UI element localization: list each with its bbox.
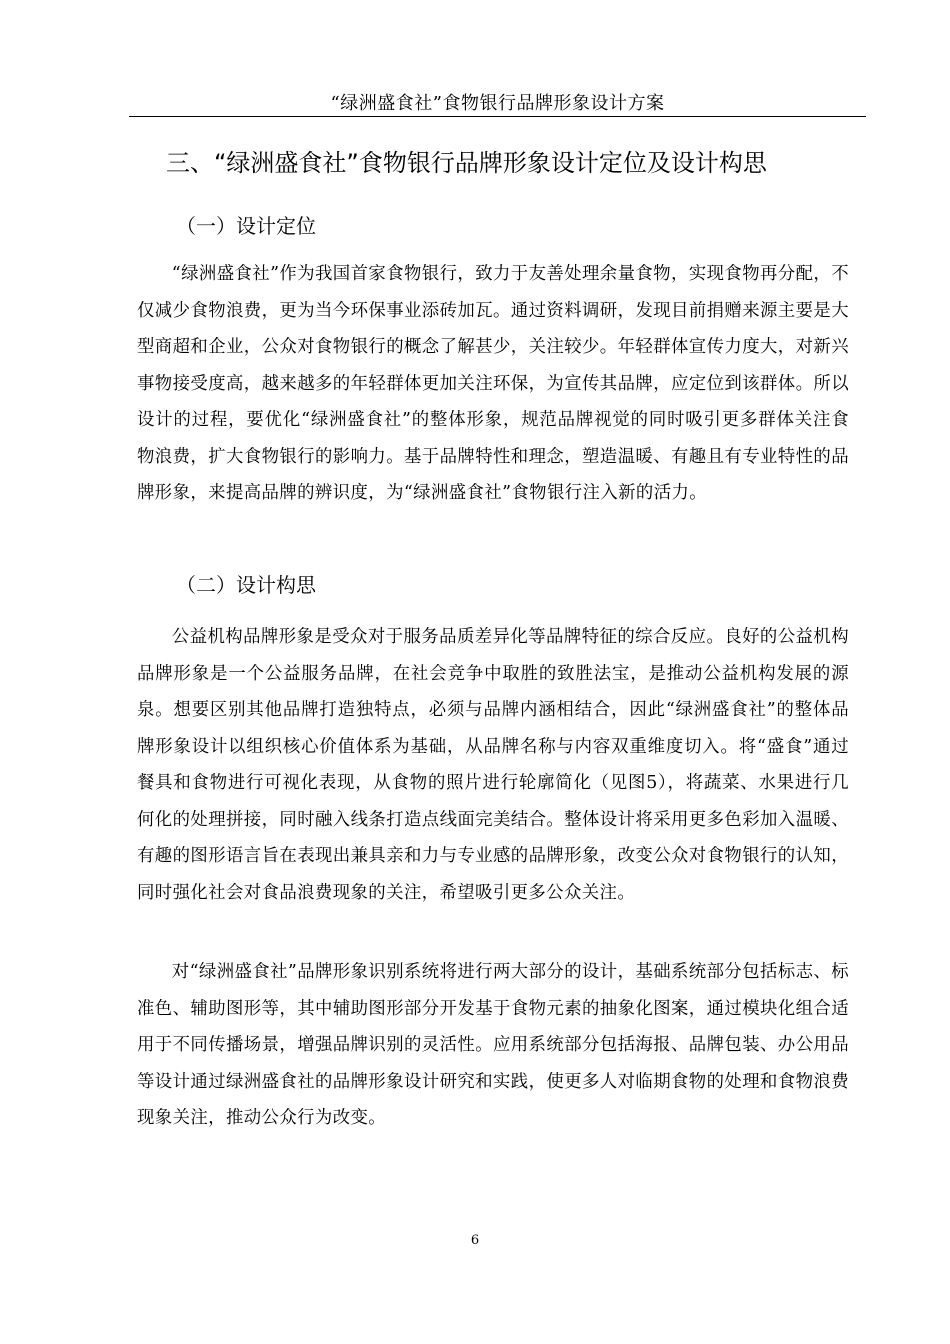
section-title: 三、“绿洲盛食社”食物银行品牌形象设计定位及设计构思 bbox=[166, 149, 767, 177]
paragraph-design-concept-1: 公益机构品牌形象是受众对于服务品质差异化等品牌特征的综合反应。良好的公益机构品牌形象是一个公益服务品牌，在社会竞争中取胜的致胜法宝，是推动公益机构发展的源泉。想要区别其他品牌打造独特点，必须与品牌内涵相结合，因此“绿洲盛食社”的整体品牌形象设计以组织核心价值体系为基础，从品牌名称与内容双重维度切入。将“盛食”通过餐具和食物进行可视化表现，从食物的照片进行轮廓简化（见图5），将蔬菜、水果进行几何化的处理拼接，同时融入线条打造点线面完美结合。整体设计将采用更多色彩加入温暖、有趣的图形语言旨在表现出兼具亲和力与专业感的品牌形象，改变公众对食物银行的认知，同时强化社会对食品浪费现象的关注，希望吸引更多公众关注。 bbox=[137, 627, 849, 903]
header-rule bbox=[129, 116, 866, 117]
subsection-title-design-positioning: （一）设计定位 bbox=[176, 214, 316, 238]
running-header: “绿洲盛食社”食物银行品牌形象设计方案 bbox=[330, 93, 665, 114]
page-number: 6 bbox=[470, 1233, 480, 1248]
paragraph-design-concept-2: 对“绿洲盛食社”品牌形象识别系统将进行两大部分的设计，基础系统部分包括标志、标准色、辅助图形等，其中辅助图形部分开发基于食物元素的抽象化图案，通过模块化组合适用于不同传播场景，增强品牌识别的灵活性。应用系统部分包括海报、品牌包装、办公用品等设计通过绿洲盛食社的品牌形象设计研究和实践，使更多人对临期食物的处理和食物浪费现象关注，推动公众行为改变。 bbox=[137, 962, 849, 1128]
paragraph-design-positioning: “绿洲盛食社”作为我国首家食物银行，致力于友善处理余量食物，实现食物再分配，不仅减少食物浪费，更为当今环保事业添砖加瓦。通过资料调研，发现目前捐赠来源主要是大型商超和企业，公众对食物银行的概念了解甚少，关注较少。年轻群体宣传力度大，对新兴事物接受度高，越来越多的年轻群体更加关注环保，为宣传其品牌，应定位到该群体。所以设计的过程，要优化“绿洲盛食社”的整体形象，规范品牌视觉的同时吸引更多群体关注食物浪费，扩大食物银行的影响力。基于品牌特性和理念，塑造温暖、有趣且有专业特性的品牌形象，来提高品牌的辨识度，为“绿洲盛食社”食物银行注入新的活力。 bbox=[137, 264, 849, 503]
subsection-title-design-concept: （二）设计构思 bbox=[176, 573, 316, 597]
